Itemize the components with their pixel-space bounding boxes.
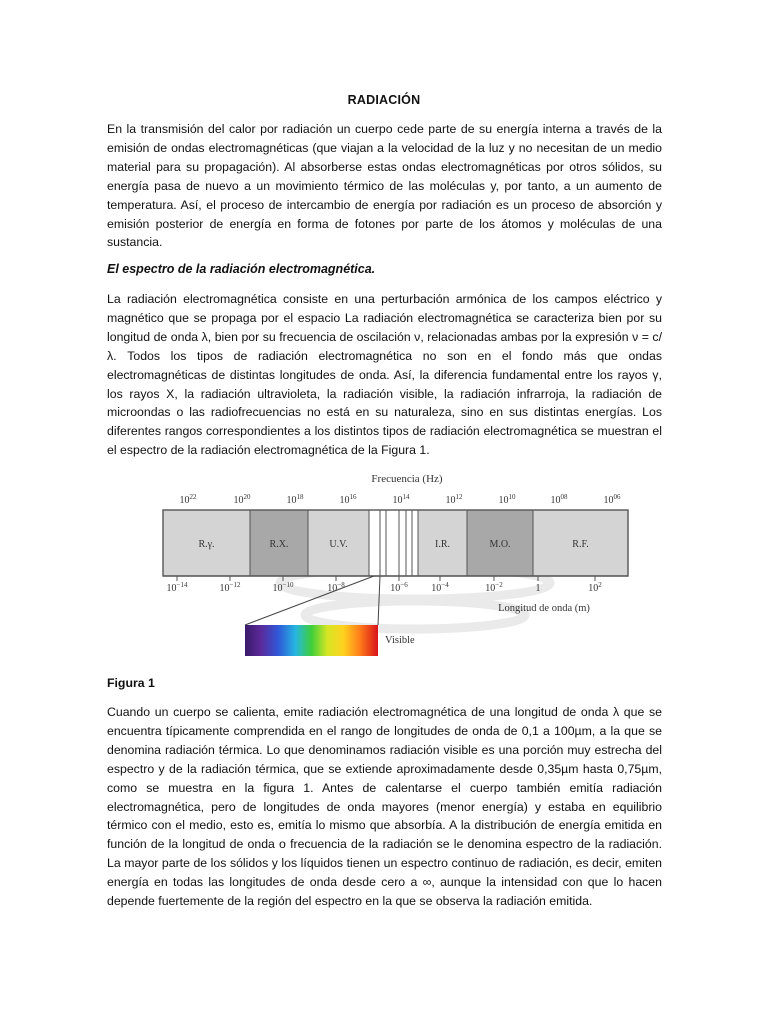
frequency-tick-3: $10^{18}$ xyxy=(286,493,304,506)
frequency-tick-7: $10^{10}$ xyxy=(498,493,516,506)
paragraph-spectrum: La radiación electromagnética consiste en una perturbación armónica de los campos eléctrico y magnético que se propaga por el espacio La radiación electromagnética se caracteriza bien por su longitud de onda λ, bien por su frecuencia de oscilación ν, relacionadas ambas por la expresión ν = c/λ. Todos los tipos de radiación electromagnética no son en el fondo más que ondas electromagnéticas de distintas longitudes de onda. Así, la diferencia fundamental entre los rayos γ, los rayos X, la radiación ultravioleta, la radiación visible, la radiación infrarroja, la radiación de microondas o las radiofrecuencias no está en su naturaleza, sino en sus distintas energías. Los diferentes rangos correspondientes a los distintos tipos de radiación electromagnética se muestran el el espectro de la radiación electromagnética de la Figura 1. xyxy=(107,292,662,458)
page-title: RADIACIÓN xyxy=(347,93,421,107)
spectrum-figure xyxy=(150,465,640,665)
section-heading: El espectro de la radiación electromagnética. xyxy=(107,262,376,276)
paragraph-intro: En la transmisión del calor por radiación un cuerpo cede parte de su energía interna a través de la emisión de ondas electromagnéticas (que viajan a la velocidad de la luz y no necesitan de un medio material para su propagación). Al absorberse estas ondas electromagnéticas por otros sólidos, su energía pasa de nuevo a un movimiento térmico de las moléculas y, por tanto, a un aumento de temperatura. Así, el proceso de intercambio de energía por radiación es un proceso de absorción y emisión posterior de energía en forma de fotones por parte de los átomos y moléculas de una sustancia. xyxy=(107,122,662,250)
figure-caption: Figura 1 xyxy=(107,676,155,690)
visible-spectrum-strip xyxy=(245,625,378,656)
wavelength-tick-9: $10^2$ xyxy=(588,581,602,594)
wavelength-tick-2: $10^{-12}$ xyxy=(219,581,241,594)
region-label-5: I.R. xyxy=(435,539,450,550)
frequency-tick-2: $10^{20}$ xyxy=(233,493,251,506)
frequency-tick-1: $10^{22}$ xyxy=(179,493,197,506)
wavelength-tick-5: $10^{-6}$ xyxy=(390,581,408,594)
region-4 xyxy=(369,510,418,576)
wavelength-tick-4: $10^{-8}$ xyxy=(327,581,345,594)
wavelength-tick-8: 1 xyxy=(535,583,541,594)
region-label-1: R.γ. xyxy=(198,539,215,550)
paragraph-thermal: Cuando un cuerpo se calienta, emite radiación electromagnética de una longitud de onda λ que se encuentra típicamente comprendida en el rango de longitudes de onda de 0,1 a 100µm, a la que se denomina radiación térmica. Lo que denominamos radiación visible es una porción muy estrecha del espectro y de la radiación térmica, que se extiende aproximadamente desde 0,35µm hasta 0,75µm, como se muestra en la figura 1. Antes de calentarse el cuerpo también emitía radiación electromagnética, pero de longitudes de onda mayores (menor energía) y estaba en equilibrio térmico con el medio, esto es, emitía lo mismo que absorbía. A la distribución de energía emitida en función de la longitud de onda o frecuencia de la radiación se le denomina espectro de la radiación. La mayor parte de los sólidos y los líquidos tienen un espectro continuo de radiación, es decir, emiten energía en todas las longitudes de onda desde cero a ∞, aunque la intensidad con que lo hacen depende fuertemente de la región del espectro en la que se observa la radiación emitida. xyxy=(107,705,662,909)
wavelength-tick-3: $10^{-10}$ xyxy=(272,581,294,594)
wavelength-axis-label: Longitud de onda (m) xyxy=(498,603,590,614)
region-label-6: M.O. xyxy=(489,539,511,550)
wavelength-tick-6: $10^{-4}$ xyxy=(431,581,449,594)
spectrum-diagram xyxy=(150,465,640,665)
region-label-3: U.V. xyxy=(329,539,348,550)
region-label-7: R.F. xyxy=(572,539,589,550)
frequency-tick-9: $10^{06}$ xyxy=(603,493,621,506)
wavelength-tick-1: $10^{-14}$ xyxy=(166,581,188,594)
visible-label: Visible xyxy=(385,635,415,646)
frequency-tick-8: $10^{08}$ xyxy=(550,493,568,506)
frequency-tick-4: $10^{16}$ xyxy=(339,493,357,506)
frequency-tick-6: $10^{12}$ xyxy=(445,493,463,506)
frequency-tick-5: $10^{14}$ xyxy=(392,493,410,506)
region-label-2: R.X. xyxy=(269,539,289,550)
spectrum-bar xyxy=(163,510,628,576)
wavelength-tick-7: $10^{-2}$ xyxy=(485,581,503,594)
frequency-ticks xyxy=(180,493,622,506)
frequency-axis-label: Frecuencia (Hz) xyxy=(371,473,443,485)
